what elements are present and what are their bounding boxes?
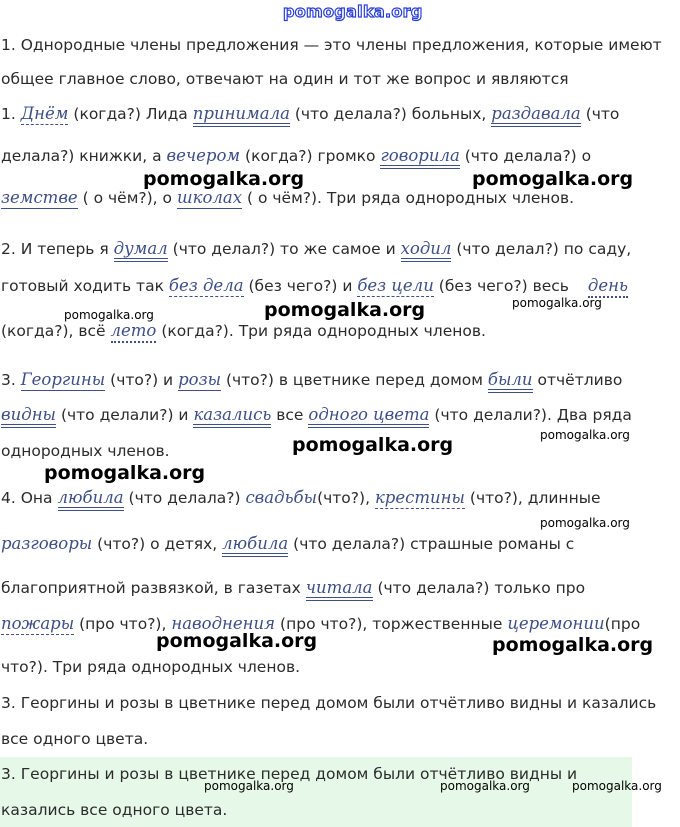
handwritten-word: одного цвета bbox=[308, 405, 429, 428]
example-2-line-3: (когда?), всё лето (когда?). Три ряда однородных членов. bbox=[1, 321, 486, 340]
handwritten-word: розы bbox=[178, 370, 222, 389]
watermark: pomogalka.org bbox=[264, 299, 426, 321]
handwritten-word: видны bbox=[1, 405, 56, 428]
handwritten-word: раздавала bbox=[491, 104, 580, 127]
handwritten-word: любила bbox=[58, 488, 124, 511]
handwritten-word: крестины bbox=[374, 488, 465, 507]
definition-line-1: 1. Однородные члены предложения — это члены предложения, которые имеют bbox=[1, 36, 662, 54]
handwritten-word: говорила bbox=[380, 146, 459, 169]
handwritten-word: церемонии bbox=[507, 614, 605, 633]
handwritten-word: читала bbox=[306, 578, 373, 601]
handwritten-word: думал bbox=[114, 239, 168, 262]
watermark: pomogalka.org bbox=[492, 634, 654, 656]
watermark: pomogalka.org bbox=[204, 779, 294, 793]
watermark: pomogalka.org bbox=[572, 779, 662, 793]
handwritten-word: разговоры bbox=[1, 534, 93, 553]
handwritten-word: казались bbox=[193, 405, 271, 428]
handwritten-word: вечером bbox=[166, 146, 241, 165]
handwritten-word: день bbox=[588, 276, 628, 298]
example-4-line-5: что?). Три ряда однородных членов. bbox=[1, 658, 301, 676]
handwritten-word: ходил bbox=[401, 239, 452, 262]
example-3-line-3: однородных членов. bbox=[1, 442, 170, 460]
watermark: pomogalka.org bbox=[440, 779, 530, 793]
handwritten-word: без цели bbox=[357, 276, 434, 295]
watermark: pomogalka.org bbox=[292, 434, 454, 456]
watermark: pomogalka.org bbox=[44, 462, 206, 484]
watermark: pomogalka.org bbox=[512, 296, 602, 310]
example-2-line-1: 2. И теперь я думал (что делал?) то же самое и ходил (что делал?) по саду, bbox=[1, 239, 631, 258]
example-3-line-1: 3. Георгины (что?) и розы (что?) в цветнике перед домом были отчётливо bbox=[1, 370, 622, 389]
watermark: pomogalka.org bbox=[64, 308, 154, 322]
example-2-line-2: готовый ходить так без дела (без чего?) и без цели (без чего?) весь день bbox=[1, 276, 628, 295]
handwritten-word: Георгины bbox=[20, 370, 106, 389]
example-4-line-4: пожары (про что?), наводнения (про что?), торжественные церемонии(про bbox=[1, 614, 641, 633]
handwritten-word: свадьбы bbox=[245, 488, 318, 507]
handwritten-word: Днём bbox=[20, 104, 69, 123]
handwritten-word: школах bbox=[176, 188, 243, 207]
watermark: pomogalka.org bbox=[143, 168, 305, 190]
watermark: pomogalka.org bbox=[540, 516, 630, 530]
example-1-line-3: земстве ( о чём?), о школах ( о чём?). Три ряда однородных членов. bbox=[1, 188, 575, 207]
handwritten-word: любила bbox=[222, 534, 288, 557]
watermark: pomogalka.org bbox=[472, 168, 634, 190]
watermark: pomogalka.org bbox=[156, 630, 318, 652]
handwritten-word: наводнения bbox=[171, 614, 276, 633]
example-1-line-2: делала?) книжки, а вечером (когда?) громко говорила (что делала?) о bbox=[1, 146, 591, 165]
highlighted-answer-line-2: казались все одного цвета. bbox=[1, 801, 228, 819]
watermark-top: pomogalka.org bbox=[283, 2, 423, 21]
watermark: pomogalka.org bbox=[540, 428, 630, 442]
handwritten-word: были bbox=[488, 370, 533, 393]
handwritten-word: пожары bbox=[1, 614, 75, 633]
example-4-line-3: благоприятной развязкой, в газетах читала (что делала?) только про bbox=[1, 578, 585, 597]
example-4-line-2: разговоры (что?) о детях, любила (что делала?) страшные романы с bbox=[1, 534, 574, 553]
handwritten-word: принимала bbox=[193, 104, 290, 127]
handwritten-word: земстве bbox=[1, 188, 78, 207]
handwritten-word: лето bbox=[111, 321, 157, 343]
example-3-line-2: видны (что делали?) и казались все одного цвета (что делали?). Два ряда bbox=[1, 405, 632, 424]
handwritten-word: без дела bbox=[168, 276, 244, 295]
example-1-line-1: 1. Днём (когда?) Лида принимала (что делала?) больных, раздавала (что bbox=[1, 104, 619, 123]
answer-line-1: 3. Георгины и розы в цветнике перед домом были отчётливо видны и казались bbox=[1, 694, 657, 712]
answer-line-2: все одного цвета. bbox=[1, 730, 149, 748]
definition-line-2: общее главное слово, отвечают на один и тот же вопрос и являются bbox=[1, 70, 569, 88]
highlighted-answer-line-1: 3. Георгины и розы в цветнике перед домом были отчётливо видны и bbox=[1, 765, 578, 783]
example-4-line-1: 4. Она любила (что делала?) свадьбы(что?), крестины (что?), длинные bbox=[1, 488, 600, 507]
